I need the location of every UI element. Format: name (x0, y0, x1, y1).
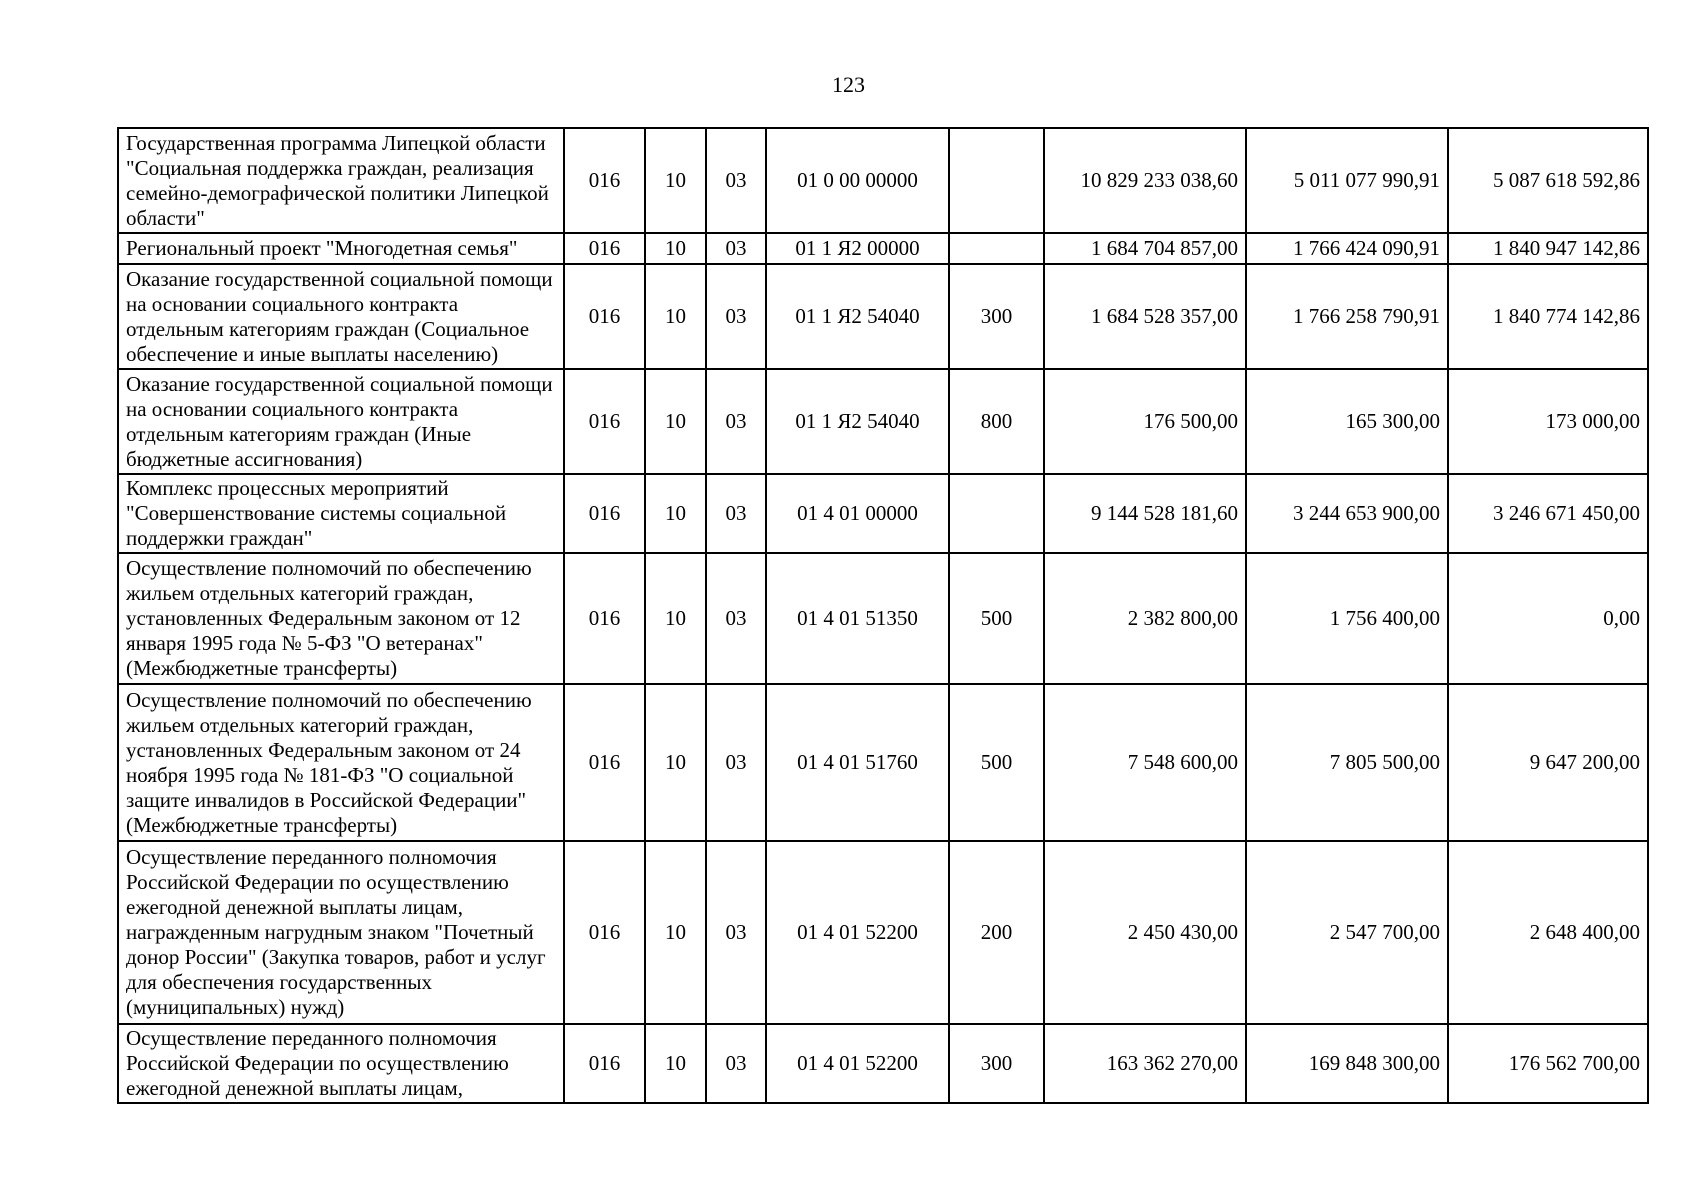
amount-year-1: 176 500,00 (1044, 369, 1246, 474)
table-row (118, 474, 1648, 553)
expense-type-code: 300 (949, 264, 1044, 369)
section-code: 10 (645, 684, 706, 841)
section-code: 10 (645, 369, 706, 474)
subsection-code: 03 (706, 128, 766, 233)
budget-table (117, 127, 1649, 1104)
table-row (118, 128, 1648, 233)
expense-type-code (949, 128, 1044, 233)
amount-year-3: 1 840 774 142,86 (1448, 264, 1648, 369)
target-article-code: 01 1 Я2 54040 (766, 264, 949, 369)
target-article-code: 01 4 01 52200 (766, 841, 949, 1024)
amount-year-2: 7 805 500,00 (1246, 684, 1448, 841)
amount-year-3: 5 087 618 592,86 (1448, 128, 1648, 233)
amount-year-1: 10 829 233 038,60 (1044, 128, 1246, 233)
subsection-code: 03 (706, 1024, 766, 1103)
ministry-code: 016 (564, 264, 645, 369)
amount-year-2: 169 848 300,00 (1246, 1024, 1448, 1103)
ministry-code: 016 (564, 1024, 645, 1103)
row-name: Осуществление переданного полномочия Российской Федерации по осуществлению ежегодной денежной выплаты лицам, награжденным нагрудным знаком "Почетный донор России" (Закупка товаров, работ и услуг для обеспечения государственных (муниципальных) нужд) (118, 841, 564, 1024)
amount-year-2: 2 547 700,00 (1246, 841, 1448, 1024)
table-row (118, 369, 1648, 474)
amount-year-3: 0,00 (1448, 553, 1648, 684)
amount-year-2: 5 011 077 990,91 (1246, 128, 1448, 233)
amount-year-2: 3 244 653 900,00 (1246, 474, 1448, 553)
expense-type-code: 200 (949, 841, 1044, 1024)
ministry-code: 016 (564, 684, 645, 841)
amount-year-1: 2 382 800,00 (1044, 553, 1246, 684)
subsection-code: 03 (706, 233, 766, 264)
row-name: Комплекс процессных мероприятий "Совершенствование системы социальной поддержки граждан" (118, 474, 564, 553)
target-article-code: 01 4 01 00000 (766, 474, 949, 553)
amount-year-3: 173 000,00 (1448, 369, 1648, 474)
amount-year-2: 1 756 400,00 (1246, 553, 1448, 684)
ministry-code: 016 (564, 233, 645, 264)
section-code: 10 (645, 233, 706, 264)
amount-year-3: 9 647 200,00 (1448, 684, 1648, 841)
section-code: 10 (645, 841, 706, 1024)
amount-year-3: 2 648 400,00 (1448, 841, 1648, 1024)
target-article-code: 01 4 01 51350 (766, 553, 949, 684)
amount-year-1: 1 684 704 857,00 (1044, 233, 1246, 264)
subsection-code: 03 (706, 264, 766, 369)
row-name: Региональный проект "Многодетная семья" (118, 233, 564, 264)
expense-type-code: 300 (949, 1024, 1044, 1103)
subsection-code: 03 (706, 369, 766, 474)
ministry-code: 016 (564, 553, 645, 684)
target-article-code: 01 4 01 52200 (766, 1024, 949, 1103)
table-row (118, 1024, 1648, 1103)
ministry-code: 016 (564, 474, 645, 553)
table-row (118, 553, 1648, 684)
table-row (118, 233, 1648, 264)
row-name: Осуществление переданного полномочия Российской Федерации по осуществлению ежегодной денежной выплаты лицам, (118, 1024, 564, 1103)
expense-type-code: 500 (949, 684, 1044, 841)
section-code: 10 (645, 1024, 706, 1103)
target-article-code: 01 1 Я2 54040 (766, 369, 949, 474)
amount-year-1: 9 144 528 181,60 (1044, 474, 1246, 553)
section-code: 10 (645, 474, 706, 553)
amount-year-1: 163 362 270,00 (1044, 1024, 1246, 1103)
section-code: 10 (645, 264, 706, 369)
section-code: 10 (645, 128, 706, 233)
table-row (118, 684, 1648, 841)
subsection-code: 03 (706, 841, 766, 1024)
row-name: Оказание государственной социальной помощи на основании социального контракта отдельным категориям граждан (Социальное обеспечение и иные выплаты населению) (118, 264, 564, 369)
ministry-code: 016 (564, 128, 645, 233)
amount-year-2: 1 766 258 790,91 (1246, 264, 1448, 369)
section-code: 10 (645, 553, 706, 684)
table-row (118, 841, 1648, 1024)
target-article-code: 01 0 00 00000 (766, 128, 949, 233)
amount-year-2: 1 766 424 090,91 (1246, 233, 1448, 264)
ministry-code: 016 (564, 841, 645, 1024)
amount-year-1: 2 450 430,00 (1044, 841, 1246, 1024)
expense-type-code (949, 474, 1044, 553)
row-name: Оказание государственной социальной помощи на основании социального контракта отдельным категориям граждан (Иные бюджетные ассигнования) (118, 369, 564, 474)
amount-year-3: 176 562 700,00 (1448, 1024, 1648, 1103)
expense-type-code: 500 (949, 553, 1044, 684)
amount-year-2: 165 300,00 (1246, 369, 1448, 474)
expense-type-code (949, 233, 1044, 264)
subsection-code: 03 (706, 553, 766, 684)
subsection-code: 03 (706, 474, 766, 553)
expense-type-code: 800 (949, 369, 1044, 474)
row-name: Осуществление полномочий по обеспечению жильем отдельных категорий граждан, установленных Федеральным законом от 24 ноября 1995 года № 181-ФЗ "О социальной защите инвалидов в Российской Федерации" (Межбюджетные трансферты) (118, 684, 564, 841)
page-number: 123 (832, 72, 865, 97)
amount-year-3: 3 246 671 450,00 (1448, 474, 1648, 553)
amount-year-1: 1 684 528 357,00 (1044, 264, 1246, 369)
amount-year-3: 1 840 947 142,86 (1448, 233, 1648, 264)
row-name: Осуществление полномочий по обеспечению жильем отдельных категорий граждан, установленных Федеральным законом от 12 января 1995 года № 5-ФЗ "О ветеранах" (Межбюджетные трансферты) (118, 553, 564, 684)
table-row (118, 264, 1648, 369)
target-article-code: 01 1 Я2 00000 (766, 233, 949, 264)
target-article-code: 01 4 01 51760 (766, 684, 949, 841)
row-name: Государственная программа Липецкой области "Социальная поддержка граждан, реализация семейно-демографической политики Липецкой области" (118, 128, 564, 233)
amount-year-1: 7 548 600,00 (1044, 684, 1246, 841)
ministry-code: 016 (564, 369, 645, 474)
subsection-code: 03 (706, 684, 766, 841)
